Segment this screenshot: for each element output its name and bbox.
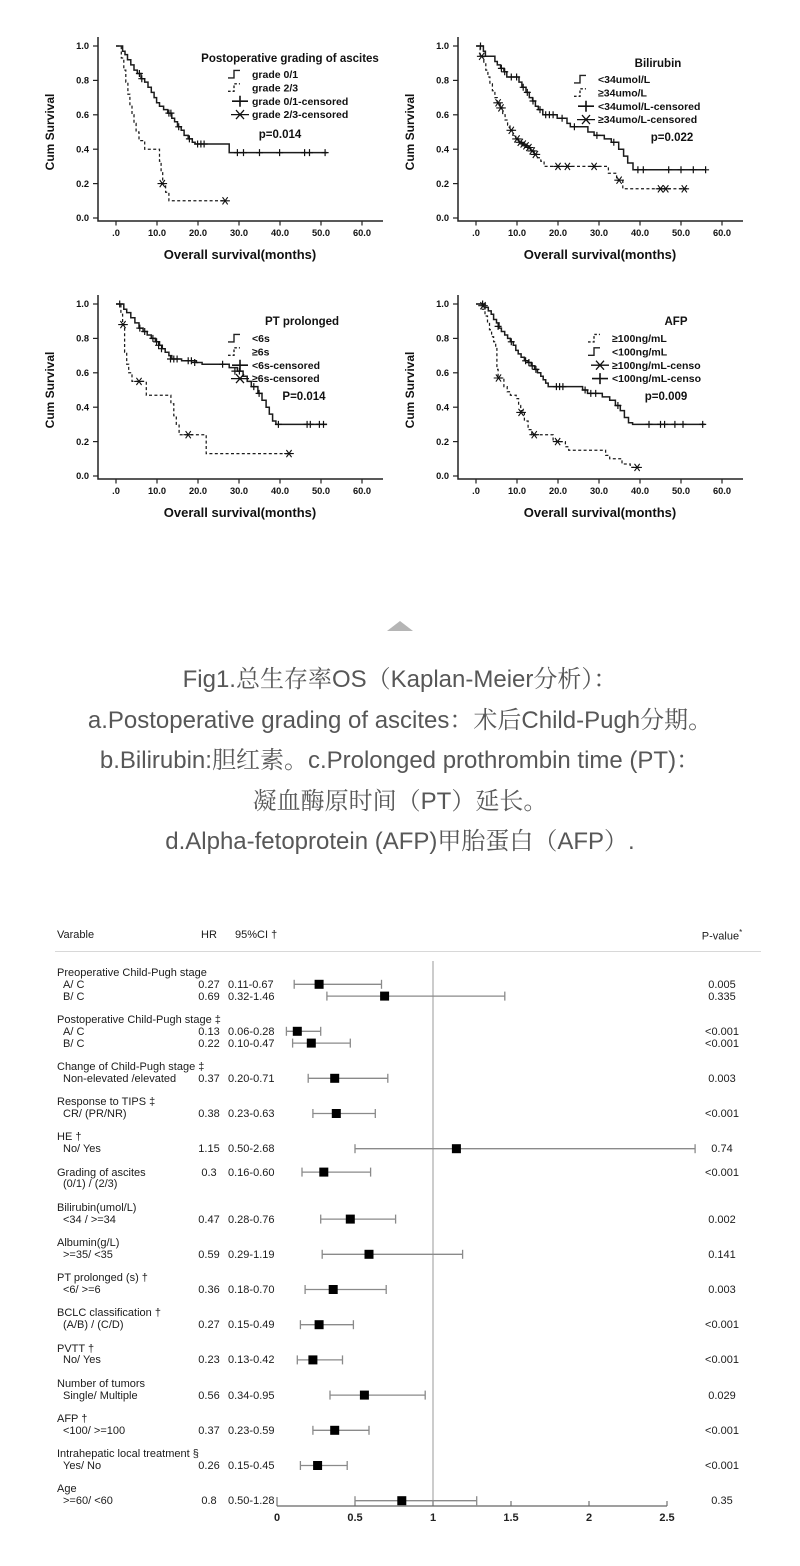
row-label: PVTT † <box>57 1342 95 1355</box>
x-tick-label: 50.0 <box>311 486 331 496</box>
row-label: Grading of ascites <box>57 1166 146 1179</box>
p-value-label: p=0.009 <box>644 391 688 403</box>
censor-plus-marker <box>702 166 709 173</box>
caption-line-4: 凝血酶原时间（PT）延长。 <box>252 787 548 815</box>
y-tick-label: 0.4 <box>436 402 449 413</box>
y-tick-label: 1.0 <box>436 41 449 52</box>
y-tick-label: 0.0 <box>436 471 449 482</box>
y-axis-title: Cum Survival <box>403 351 417 429</box>
caption-line-2: a.Postoperative grading of ascites：术后Child-Pugh分期。 <box>87 706 713 734</box>
legend-label: grade 0/1-censored <box>252 95 349 108</box>
y-tick-label: 0.8 <box>76 75 89 86</box>
header-hr: HR <box>201 929 217 941</box>
header-variable: Varable <box>57 929 95 941</box>
y-tick-label: 0.2 <box>436 436 449 447</box>
censor-plus-marker <box>661 421 668 428</box>
row-sublabel: Single/ Multiple <box>63 1389 138 1402</box>
censor-plus-marker <box>559 383 566 390</box>
y-axis-title: Cum Survival <box>43 351 57 429</box>
legend-solid-step-icon <box>574 75 586 83</box>
censor-plus-marker <box>699 421 706 428</box>
row-sublabel: B/ C <box>63 1037 85 1050</box>
row-label: Postoperative Child-Pugh stage ‡ <box>57 1014 221 1026</box>
hr-value: 0.56 <box>198 1389 220 1402</box>
censor-plus-marker <box>219 361 226 368</box>
censor-plus-marker <box>188 357 195 364</box>
ci-value: 0.15-0.49 <box>228 1319 275 1332</box>
chart-title: PT prolonged <box>264 316 340 328</box>
legend-dashed-step-icon <box>228 84 240 92</box>
legend-label: <34umol/L-censored <box>598 100 701 113</box>
row-sublabel: >=35/ <35 <box>63 1248 113 1261</box>
censor-star-marker <box>529 431 539 438</box>
p-value: 0.005 <box>708 978 736 991</box>
km-svg <box>400 20 760 278</box>
legend-label: ≥100ng/mL-censo <box>612 359 701 372</box>
ci-value: 0.34-0.95 <box>228 1389 275 1402</box>
km-chart-ascites-grading <box>40 20 400 278</box>
x-tick-label: 10.0 <box>507 486 527 496</box>
row-label: PT prolonged (s) † <box>57 1272 148 1285</box>
p-value-label: P=0.014 <box>282 391 326 403</box>
x-tick-label: 30.0 <box>229 228 249 238</box>
hr-value: 0.47 <box>198 1213 220 1226</box>
hr-value: 0.13 <box>198 1025 220 1038</box>
legend-dashed-step-icon <box>228 348 240 356</box>
row-label: Albumin(g/L) <box>57 1237 120 1249</box>
censor-star-marker <box>553 438 563 445</box>
hr-value: 0.37 <box>198 1424 220 1437</box>
km-chart-bilirubin <box>400 20 760 278</box>
x-axis-title: Overall survival(months) <box>163 247 317 262</box>
p-value: <0.001 <box>705 1424 739 1437</box>
hr-value: 0.38 <box>198 1108 220 1120</box>
row-sublabel: (A/B) / (C/D) <box>63 1319 124 1332</box>
legend-star-icon <box>577 115 595 124</box>
censor-plus-marker <box>240 149 247 156</box>
hr-value: 0.26 <box>198 1460 220 1472</box>
row-label: Intrahepatic local treatment § <box>57 1448 199 1461</box>
x-tick-label: 60.0 <box>352 228 372 238</box>
hr-marker <box>308 1355 317 1364</box>
censor-plus-marker <box>646 421 653 428</box>
hr-marker <box>315 1320 324 1329</box>
censor-plus-marker <box>322 149 329 156</box>
p-value-label: p=0.014 <box>258 129 302 141</box>
p-value: 0.74 <box>711 1143 733 1156</box>
censor-plus-marker <box>307 421 314 428</box>
legend-dashed-step-icon <box>574 89 586 97</box>
x-tick-label: 60.0 <box>352 486 372 496</box>
hr-value: 0.37 <box>198 1072 220 1085</box>
x-tick-label: 50.0 <box>671 228 691 238</box>
x-tick-label: 1.5 <box>503 1512 519 1524</box>
x-tick-label: 0.5 <box>347 1512 363 1524</box>
y-tick-label: 0.2 <box>76 178 89 189</box>
legend-label: grade 0/1 <box>252 69 299 81</box>
x-tick-label: 2 <box>585 1512 593 1524</box>
ci-value: 0.28-0.76 <box>228 1213 275 1226</box>
row-sublabel: A/ C <box>63 978 85 991</box>
y-tick-label: 0.4 <box>76 144 89 155</box>
x-tick-label: 50.0 <box>311 228 331 238</box>
chart-title: Bilirubin <box>634 58 682 70</box>
ci-value: 0.18-0.70 <box>228 1284 275 1296</box>
censor-plus-marker <box>665 166 672 173</box>
legend-label: grade 2/3-censored <box>252 109 349 122</box>
row-sublabel: <100/ >=100 <box>63 1424 126 1437</box>
censor-plus-marker <box>276 149 283 156</box>
censor-star-marker <box>183 431 193 438</box>
censor-plus-marker <box>571 123 578 130</box>
y-axis-title: Cum Survival <box>403 93 417 171</box>
hr-value: 0.69 <box>198 990 220 1003</box>
header-p-footnote: * <box>739 928 743 937</box>
p-value: 0.335 <box>708 990 736 1003</box>
x-tick-label: 40.0 <box>630 486 650 496</box>
legend-solid-step-icon <box>228 70 240 78</box>
censor-star-marker <box>507 127 517 134</box>
y-tick-label: 0.6 <box>436 110 449 120</box>
row-sublabel: Non-elevated /elevated <box>63 1072 177 1085</box>
ci-value: 0.16-0.60 <box>228 1166 275 1179</box>
row-sublabel: B/ C <box>63 990 85 1003</box>
hr-value: 0.59 <box>198 1248 220 1261</box>
y-tick-label: 0.6 <box>76 110 89 120</box>
caption-line-1: Fig1.总生存率OS（Kaplan-Meier分析）： <box>182 666 618 693</box>
p-value: <0.001 <box>705 1354 739 1367</box>
hr-marker <box>452 1144 461 1153</box>
hr-value: 0.22 <box>198 1037 220 1050</box>
chart-title: Postoperative grading of ascites <box>201 53 379 65</box>
ci-value: 0.15-0.45 <box>228 1460 275 1472</box>
p-value: <0.001 <box>705 1025 739 1038</box>
hr-marker <box>329 1285 338 1294</box>
row-sublabel: No/ Yes <box>63 1354 101 1367</box>
km-svg <box>40 20 400 278</box>
censor-plus-marker <box>191 359 198 366</box>
km-svg <box>400 278 760 536</box>
x-axis-title: Overall survival(months) <box>163 505 317 520</box>
x-tick-label: 1 <box>429 1512 437 1524</box>
km-chart-pt-prolonged <box>40 278 400 536</box>
legend-dashed-step-icon <box>588 334 600 342</box>
censor-star-marker <box>284 450 294 457</box>
ci-value: 0.20-0.71 <box>228 1072 275 1085</box>
legend-label: ≥100ng/mL <box>612 333 667 345</box>
y-tick-label: 1.0 <box>76 299 89 310</box>
y-tick-label: 0.8 <box>436 333 449 344</box>
x-tick-label: .0 <box>112 486 120 496</box>
row-label: Change of Child-Pugh stage ‡ <box>57 1061 205 1073</box>
row-label: AFP † <box>57 1413 88 1425</box>
collapse-triangle-icon[interactable] <box>387 621 413 631</box>
ci-value: 0.29-1.19 <box>228 1248 275 1261</box>
censor-star-marker <box>493 99 503 106</box>
hr-marker <box>346 1215 355 1224</box>
hr-marker <box>380 992 389 1001</box>
censor-plus-marker <box>306 149 313 156</box>
x-tick-label: 2.5 <box>659 1512 675 1524</box>
x-tick-label: 10.0 <box>147 228 167 238</box>
censor-star-marker <box>632 464 642 471</box>
p-value: <0.001 <box>705 1166 739 1179</box>
p-value: 0.002 <box>708 1213 736 1226</box>
x-tick-label: 30.0 <box>229 486 249 496</box>
y-tick-label: 0.0 <box>76 213 89 224</box>
legend-solid-step-icon <box>588 348 600 356</box>
ci-value: 0.50-1.28 <box>228 1495 275 1508</box>
x-tick-label: 40.0 <box>270 228 290 238</box>
km-svg <box>40 278 400 536</box>
legend-label: ≥6s-censored <box>252 373 320 386</box>
censor-plus-marker <box>640 166 647 173</box>
p-value: <0.001 <box>705 1108 739 1120</box>
row-label: Preoperative Child-Pugh stage <box>57 967 207 979</box>
caption-line-3: b.Bilirubin:胆红素。c.Prolonged prothrombin time (PT)： <box>99 747 701 774</box>
ci-value: 0.23-0.63 <box>228 1108 275 1120</box>
hr-marker <box>397 1496 406 1505</box>
p-value: <0.001 <box>705 1319 739 1332</box>
censor-plus-marker <box>532 366 539 373</box>
legend-label: ≥34umo/L-censored <box>598 114 698 127</box>
row-sublabel: >=60/ <60 <box>63 1495 113 1508</box>
censor-star-marker <box>553 163 563 170</box>
forest-plot <box>0 905 800 1566</box>
x-tick-label: .0 <box>472 228 480 238</box>
p-value: 0.003 <box>708 1284 736 1296</box>
legend-plus-icon <box>578 101 594 112</box>
legend-label: ≥6s <box>252 346 270 359</box>
row-label: Age <box>57 1483 77 1496</box>
y-tick-label: 0.0 <box>436 213 449 224</box>
chart-title: AFP <box>664 316 688 328</box>
p-value: <0.001 <box>705 1037 739 1050</box>
ci-value: 0.06-0.28 <box>228 1025 275 1038</box>
y-tick-label: 0.8 <box>436 75 449 86</box>
ci-value: 0.10-0.47 <box>228 1037 275 1050</box>
y-tick-label: 0.0 <box>76 471 89 482</box>
hr-marker <box>360 1391 369 1400</box>
y-tick-label: 0.8 <box>76 333 89 344</box>
censor-plus-marker <box>256 149 263 156</box>
censor-plus-marker <box>680 421 687 428</box>
censor-plus-marker <box>559 115 566 122</box>
x-tick-label: 40.0 <box>630 228 650 238</box>
legend-label: <100ng/mL-censo <box>612 373 701 386</box>
hr-marker <box>293 1027 302 1036</box>
row-sublabel: A/ C <box>63 1025 85 1038</box>
x-tick-label: .0 <box>472 486 480 496</box>
legend-plus-icon <box>592 373 608 384</box>
row-label: Bilirubin(umol/L) <box>57 1201 137 1214</box>
censor-plus-marker <box>174 356 181 363</box>
x-tick-label: 60.0 <box>712 486 732 496</box>
legend-label: <6s <box>252 333 270 345</box>
y-tick-label: 0.4 <box>76 402 89 413</box>
ci-value: 0.50-2.68 <box>228 1143 275 1156</box>
p-value-label: p=0.022 <box>650 132 694 144</box>
hr-value: 0.8 <box>201 1495 217 1508</box>
hr-value: 0.27 <box>198 1319 220 1332</box>
censor-plus-marker <box>136 325 143 332</box>
censor-plus-marker <box>592 390 599 397</box>
x-tick-label: 60.0 <box>712 228 732 238</box>
censor-star-marker <box>134 378 144 385</box>
censor-plus-marker <box>201 141 208 148</box>
caption-line-5: d.Alpha-fetoprotein (AFP)甲胎蛋白（AFP）. <box>165 828 635 855</box>
x-tick-label: 10.0 <box>507 228 527 238</box>
x-tick-label: 20.0 <box>188 228 208 238</box>
hr-marker <box>365 1250 374 1259</box>
censor-plus-marker <box>690 166 697 173</box>
x-tick-label: 40.0 <box>270 486 290 496</box>
ci-value: 0.32-1.46 <box>228 990 275 1003</box>
x-tick-label: 20.0 <box>188 486 208 496</box>
header-p-text: P-value <box>701 930 740 943</box>
y-tick-label: 0.2 <box>76 436 89 447</box>
hr-marker <box>330 1074 339 1083</box>
ci-value: 0.13-0.42 <box>228 1354 275 1367</box>
row-sublabel: Yes/ No <box>63 1460 102 1472</box>
row-sublabel: (0/1) / (2/3) <box>63 1178 118 1191</box>
km-series-dashed <box>116 46 226 201</box>
x-tick-label: .0 <box>112 228 120 238</box>
censor-plus-marker <box>495 323 502 330</box>
legend-plus-icon <box>232 96 248 107</box>
censor-star-marker <box>589 163 599 170</box>
legend-label: grade 2/3 <box>252 82 299 95</box>
x-axis-title: Overall survival(months) <box>523 247 677 262</box>
y-tick-label: 0.6 <box>436 368 449 378</box>
y-tick-label: 1.0 <box>436 299 449 310</box>
y-tick-label: 0.6 <box>76 368 89 378</box>
y-tick-label: 0.4 <box>436 144 449 155</box>
legend-star-icon <box>591 361 609 370</box>
p-value: 0.141 <box>708 1248 736 1261</box>
legend-label: <6s-censored <box>252 359 320 372</box>
x-tick-label: 20.0 <box>548 228 568 238</box>
figure-caption <box>0 660 800 863</box>
hr-marker <box>307 1039 316 1048</box>
row-label: BCLC classification † <box>57 1307 161 1320</box>
ci-value: 0.23-0.59 <box>228 1424 275 1437</box>
hr-value: 0.3 <box>201 1166 217 1179</box>
x-tick-label: 50.0 <box>671 486 691 496</box>
censor-plus-marker <box>550 111 557 118</box>
header-ci: 95%CI † <box>235 929 278 941</box>
p-value: <0.001 <box>705 1460 739 1472</box>
axes <box>458 295 743 479</box>
y-tick-label: 0.2 <box>436 178 449 189</box>
row-label: Response to TIPS ‡ <box>57 1096 156 1109</box>
legend-label: ≥34umo/L <box>598 87 647 100</box>
hr-value: 0.23 <box>198 1354 220 1367</box>
x-tick-label: 30.0 <box>589 486 609 496</box>
censor-plus-marker <box>320 421 327 428</box>
legend-label: <100ng/mL <box>612 346 668 359</box>
censor-star-marker <box>680 185 690 192</box>
header-p-value <box>688 927 756 943</box>
legend-label: <34umol/L <box>598 74 651 86</box>
hr-marker <box>313 1461 322 1470</box>
x-tick-label: 0 <box>273 1512 281 1524</box>
censor-star-marker <box>220 197 230 204</box>
row-sublabel: <6/ >=6 <box>63 1284 101 1296</box>
x-tick-label: 20.0 <box>548 486 568 496</box>
ci-value: 0.11-0.67 <box>228 978 274 991</box>
x-tick-label: 30.0 <box>589 228 609 238</box>
axes <box>98 295 383 479</box>
hr-value: 0.36 <box>198 1284 220 1296</box>
censor-plus-marker <box>678 166 685 173</box>
p-value: 0.35 <box>711 1495 733 1508</box>
row-sublabel: CR/ (PR/NR) <box>63 1108 127 1120</box>
legend-star-icon <box>231 110 249 119</box>
censor-plus-marker <box>671 421 678 428</box>
censor-plus-marker <box>234 149 241 156</box>
hr-value: 0.27 <box>198 978 220 991</box>
header-divider <box>55 951 761 952</box>
legend-solid-step-icon <box>228 334 240 342</box>
hr-marker <box>332 1109 341 1118</box>
hr-marker <box>319 1168 328 1177</box>
hr-marker <box>315 980 324 989</box>
p-value: 0.029 <box>708 1389 736 1402</box>
row-label: Number of tumors <box>57 1377 146 1390</box>
row-label: HE † <box>57 1131 82 1144</box>
hr-value: 1.15 <box>198 1143 220 1156</box>
p-value: 0.003 <box>708 1072 736 1085</box>
x-tick-label: 10.0 <box>147 486 167 496</box>
censor-star-marker <box>118 321 128 328</box>
censor-star-marker <box>563 163 573 170</box>
km-chart-afp <box>400 278 760 536</box>
y-axis-title: Cum Survival <box>43 93 57 171</box>
row-sublabel: No/ Yes <box>63 1143 101 1156</box>
y-tick-label: 1.0 <box>76 41 89 52</box>
row-sublabel: <34 / >=34 <box>63 1213 116 1226</box>
forest-svg <box>0 905 800 1566</box>
censor-star-marker <box>496 104 506 111</box>
hr-marker <box>330 1426 339 1435</box>
x-axis-title: Overall survival(months) <box>523 505 677 520</box>
